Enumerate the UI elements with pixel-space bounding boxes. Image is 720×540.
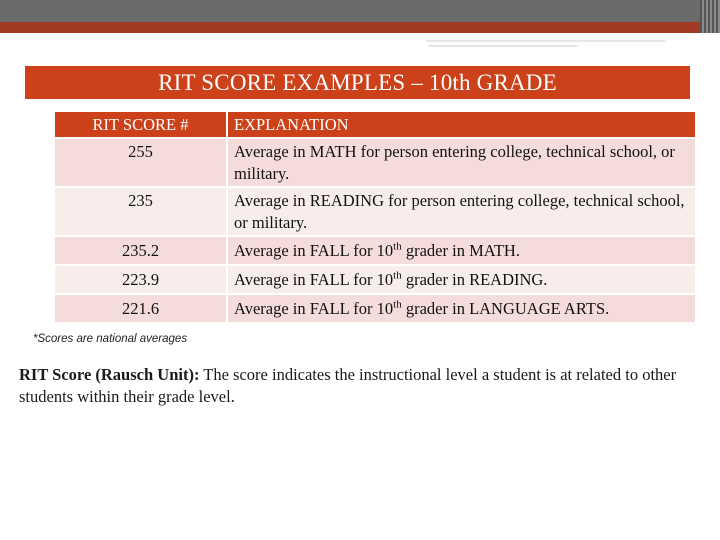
decor-line — [428, 45, 578, 47]
title-banner — [25, 66, 690, 99]
rit-definition — [19, 364, 709, 408]
score-cell: 223.9 — [54, 265, 227, 294]
table-row — [54, 294, 696, 323]
table-row — [54, 187, 696, 236]
rit-score-table — [53, 110, 697, 324]
definition-text: The score indicates the instructional level a student is at related to other students within their grade level. — [19, 365, 677, 406]
column-header-explanation: EXPLANATION — [227, 111, 696, 138]
explanation-text: grader in READING. — [401, 270, 548, 289]
score-cell: 235.2 — [54, 236, 227, 265]
score-cell: 221.6 — [54, 294, 227, 323]
explanation-cell — [227, 265, 696, 294]
explanation-cell — [227, 294, 696, 323]
explanation-text: grader in MATH. — [401, 241, 520, 260]
top-decor-bar — [0, 0, 720, 22]
explanation-cell — [227, 236, 696, 265]
explanation-cell: Average in READING for person entering college, technical school, or military. — [227, 187, 696, 236]
explanation-cell: Average in MATH for person entering college, technical school, or military. — [227, 138, 696, 187]
table-row — [54, 265, 696, 294]
score-cell: 255 — [54, 138, 227, 187]
column-header-score: RIT SCORE # — [54, 111, 227, 138]
ordinal-suffix: th — [393, 269, 402, 282]
table-header-row — [54, 111, 696, 138]
ordinal-suffix: th — [393, 298, 402, 311]
decor-line — [426, 40, 666, 42]
score-cell: 235 — [54, 187, 227, 236]
definition-term: RIT Score (Rausch Unit): — [19, 365, 200, 384]
explanation-text: grader in LANGUAGE ARTS. — [401, 299, 610, 318]
top-stripe-decor — [700, 0, 720, 33]
top-accent-bar — [0, 22, 720, 33]
explanation-text: Average in FALL for 10 — [234, 299, 394, 318]
explanation-text: Average in FALL for 10 — [234, 241, 394, 260]
slide-title: RIT SCORE EXAMPLES – 10th GRADE — [158, 69, 557, 95]
explanation-text: Average in FALL for 10 — [234, 270, 394, 289]
table-row — [54, 138, 696, 187]
footnote: *Scores are national averages — [33, 333, 188, 345]
ordinal-suffix: th — [393, 240, 402, 253]
table-row — [54, 236, 696, 265]
